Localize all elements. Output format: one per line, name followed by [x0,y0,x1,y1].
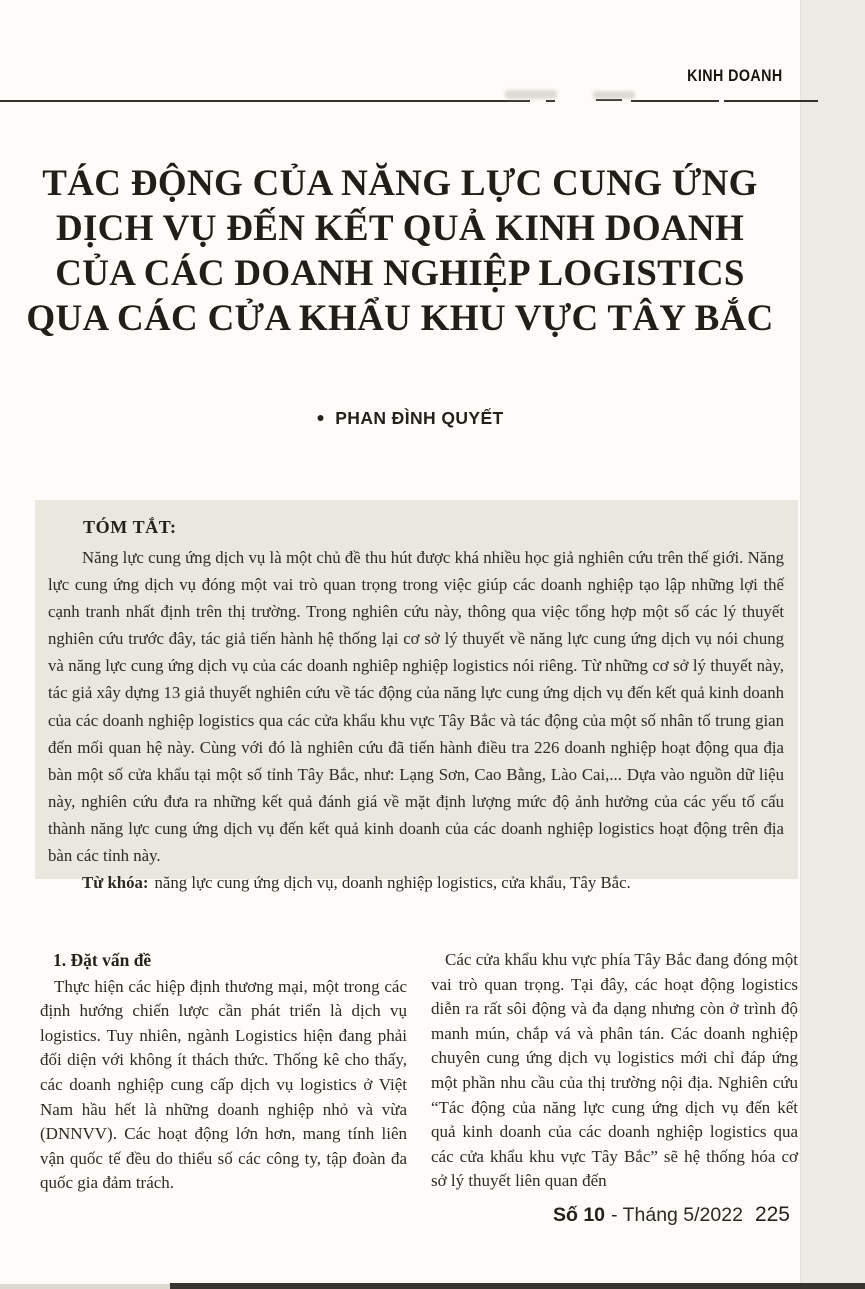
scan-smudge [593,91,635,99]
header-rule-segment [724,100,818,102]
scan-edge-strip [800,0,865,1289]
header-rule-segment [631,100,719,102]
scan-bottom-dark-band [170,1283,865,1289]
section-heading: 1. Đặt vấn đề [53,950,152,970]
left-column [40,948,407,1196]
header-rule-segment [546,100,555,102]
right-column [431,948,798,1196]
article-title-line: QUA CÁC CỬA KHẨU KHU VỰC TÂY BẮC [26,298,774,339]
article-title [0,161,800,341]
scan-smudge [505,90,557,99]
abstract-keywords [48,869,784,896]
abstract-heading: TÓM TẮT: [83,517,177,537]
article-title-line: TÁC ĐỘNG CỦA NĂNG LỰC CUNG ỨNG [42,163,758,204]
author-line [0,408,820,429]
keywords-text: năng lực cung ứng dịch vụ, doanh nghiệp logistics, cửa khẩu, Tây Bắc. [154,873,631,893]
header-rule-segment [0,100,530,102]
scan-bottom-light-band [0,1284,170,1289]
footer-page-number: 225 [754,1203,790,1226]
body-paragraph: Các cửa khẩu khu vực phía Tây Bắc đang đóng một vai trò quan trọng. Tại đây, các hoạt động logistics diễn ra rất sôi động và đa dạng nhưng còn ở trình độ manh mún, chắp vá và phân tán. Các doanh nghiệp chuyên cung ứng dịch vụ logistics mới chỉ đáp ứng một phần nhu cầu của thị trường nội địa. Nghiên cứu “Tác động của năng lực cung ứng dịch vụ đến kết quả kinh doanh của các doanh nghiệp logistics qua các cửa khẩu khu vực Tây Bắc” sẽ hệ thống hóa cơ sở lý thuyết liên quan đến [431,950,798,1191]
author-name: PHAN ĐÌNH QUYẾT [335,408,504,428]
keywords-label: Từ khóa: [82,873,149,893]
article-title-line: DỊCH VỤ ĐẾN KẾT QUẢ KINH DOANH [55,208,745,249]
section-label: KINH DOANH [687,66,783,85]
body-columns [40,948,798,1196]
author-bullet-icon: ● [316,409,326,425]
article-title-line: CỦA CÁC DOANH NGHIỆP LOGISTICS [55,253,745,294]
abstract-box [35,500,798,893]
page-footer [553,1203,790,1227]
header-rule-segment [596,99,622,101]
abstract-body: Năng lực cung ứng dịch vụ là một chủ đề thu hút được khá nhiều học giả nghiên cứu trên thế giới. Năng lực cung ứng dịch vụ đóng một vai trò quan trọng trong việc giúp các doanh nghiệp tạo lập những lợi thế cạnh tranh nhất định trên thị trường. Trong nghiên cứu này, thông qua việc tổng hợp một số các lý thuyết nghiên cứu trước đây, tác giả tiến hành hệ thống lại cơ sở lý thuyết về năng lực cung ứng dịch vụ nói chung và năng lực cung ứng dịch vụ của các doanh nghiêp nghiệp logistics nói riêng. Từ những cơ sở lý thuyết này, tác giả xây dựng 13 giả thuyết nghiên cứu về tác động của năng lực cung ứng dịch vụ đến kết quả kinh doanh của các doanh nghiệp logistics qua các cửa khẩu khu vực Tây Bắc và tác động của một số nhân tố trung gian đến mối quan hệ này. Cùng với đó là nghiên cứu đã tiến hành điều tra 226 doanh nghiệp hoạt động qua địa bàn một số cửa khẩu tại một số tỉnh Tây Bắc, như: Lạng Sơn, Cao Bằng, Lào Cai,... Dựa vào nguồn dữ liệu này, nghiên cứu đưa ra những kết quả đánh giá về mặt định lượng mức độ ảnh hưởng của các yếu tố cấu thành năng lực cung ứng dịch vụ đến kết quả kinh doanh của các doanh nghiệp logistics hoạt động trên địa bàn các tỉnh này. [48,548,784,866]
body-paragraph: Thực hiện các hiệp định thương mại, một trong các định hướng chiến lược cần phát triển là dịch vụ logistics. Tuy nhiên, ngành Logistics hiện đang phải đối diện với không ít thách thức. Thống kê cho thấy, các doanh nghiệp cung cấp dịch vụ logistics ở Việt Nam hầu hết là những doanh nghiệp nhỏ và vừa (DNNVV). Các hoạt động lớn hơn, mang tính liên vận quốc tế đều do thiểu số các công ty, tập đoàn đa quốc gia đảm trách. [40,976,407,1193]
footer-issue-number: Số 10 [553,1204,606,1226]
footer-date: - Tháng 5/2022 [611,1204,743,1226]
